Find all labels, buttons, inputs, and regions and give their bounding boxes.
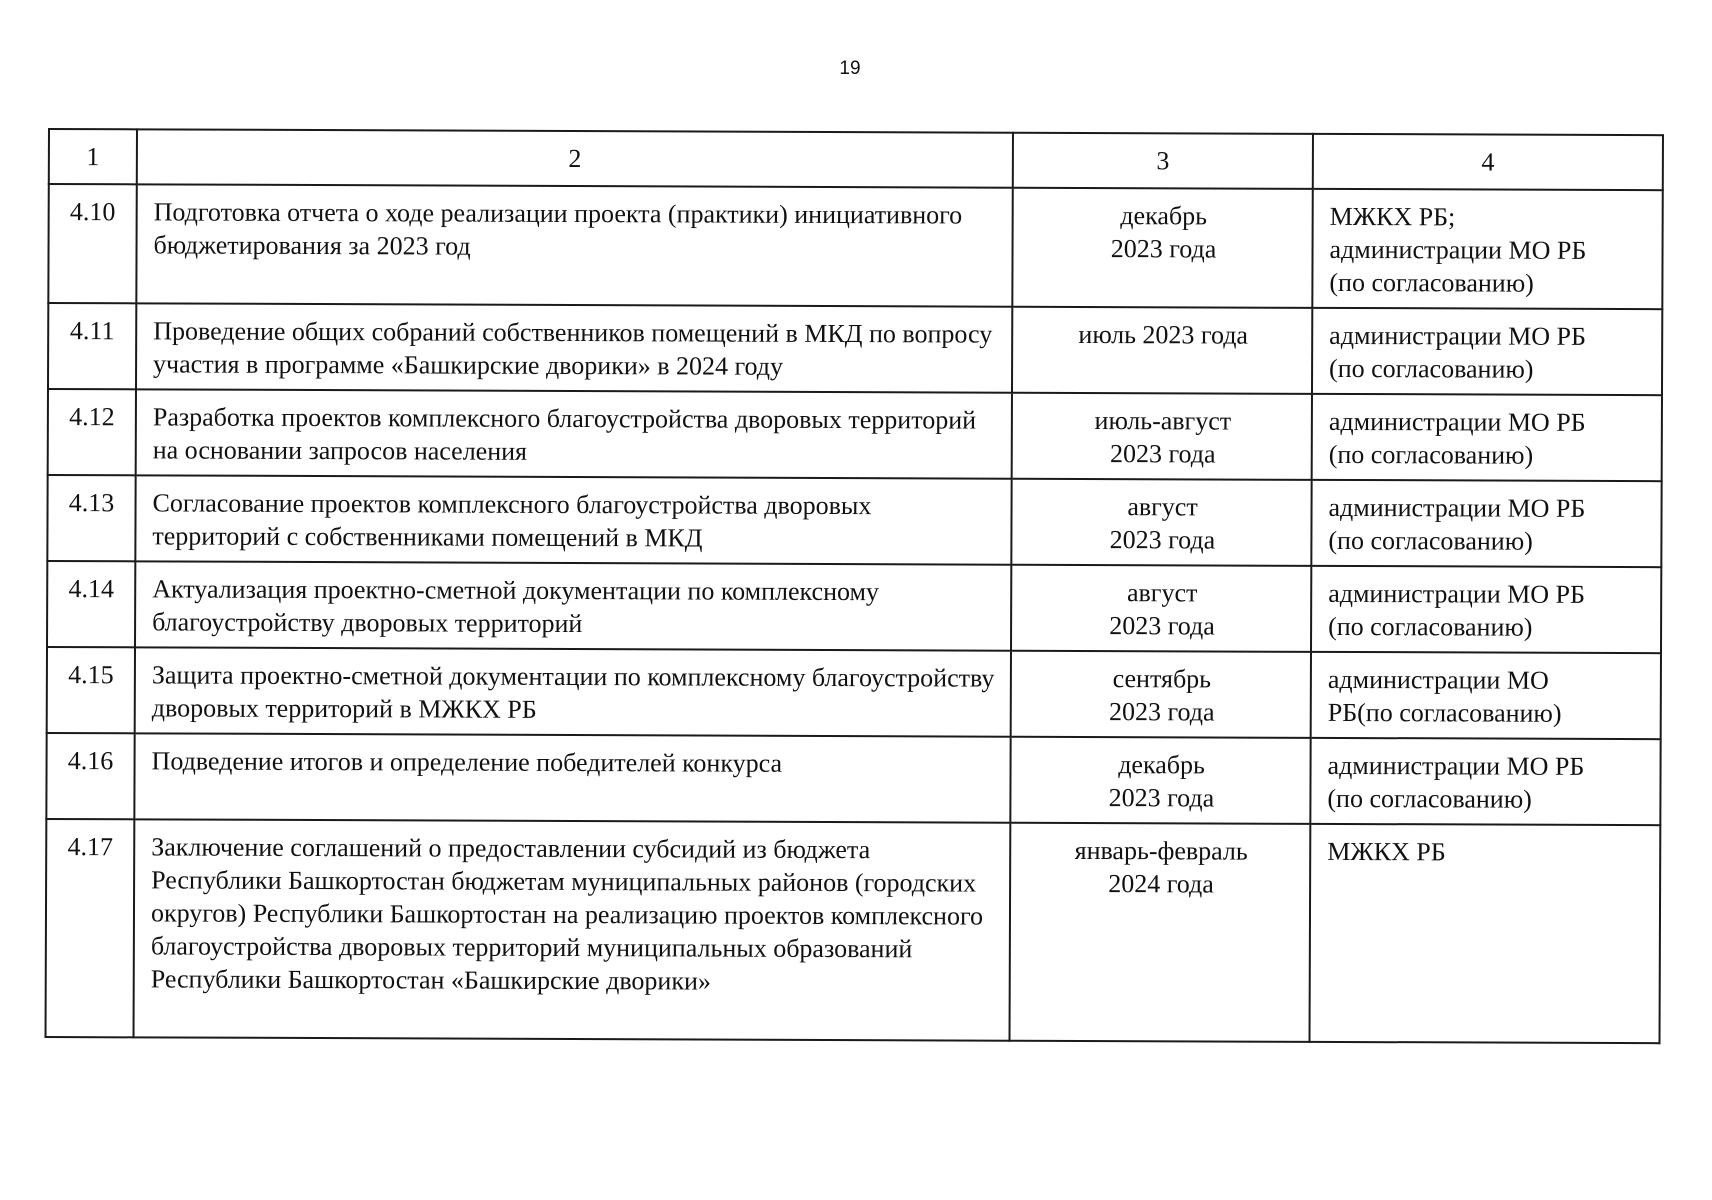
responsible-cell: [1310, 824, 1661, 1043]
column-header-2: 2: [137, 129, 1013, 187]
item-number: 4.12: [48, 389, 136, 475]
task-description: Защита проектно-сметной документации по комплексному благоустройству дворовых территорий в МЖКХ РБ: [135, 647, 1011, 736]
item-number: 4.17: [46, 819, 135, 1037]
action-plan-table: [45, 128, 1664, 1044]
task-description: Разработка проектов комплексного благоустройства дворовых территорий на основании запросов населения: [136, 389, 1012, 478]
period-line: август: [1126, 578, 1198, 608]
period-cell: [1010, 737, 1310, 824]
table-row: [48, 389, 1662, 481]
period-line: 2024 года: [1108, 869, 1214, 899]
responsible-cell: [1312, 189, 1662, 309]
responsible-cell: [1312, 394, 1662, 481]
period-line: сентябрь: [1112, 664, 1212, 694]
responsible-line: (по согласованию): [1328, 611, 1533, 642]
period-cell: [1012, 307, 1312, 394]
item-number: 4.16: [46, 733, 134, 819]
period-cell: [1011, 479, 1311, 566]
responsible-line: (по согласованию): [1328, 525, 1533, 556]
task-description: Проведение общих собраний собственников помещений в МКД по вопросу участия в программе «Башкирские дворики» в 2024 году: [136, 303, 1012, 392]
task-description: Актуализация проектно-сметной документации по комплексному благоустройству дворовых территорий: [135, 561, 1011, 650]
column-header-4: 4: [1313, 134, 1663, 190]
period-cell: [1012, 188, 1312, 308]
item-number: 4.11: [48, 303, 136, 389]
responsible-line: администрации МО РБ: [1328, 492, 1586, 523]
responsible-line: администрации МО: [1327, 664, 1549, 695]
responsible-line: (по согласованию): [1329, 353, 1534, 384]
task-description: Заключение соглашений о предоставлении субсидий из бюджета Республики Башкортостан бюджетам муниципальных районов (городских округов) Республики Башкортостан на реализацию проектов комплексного благоустройства дворовых территорий муниципальных образований Республики Башкортостан «Башкирские дворики»: [134, 819, 1011, 1040]
responsible-line: (по согласованию): [1329, 267, 1534, 298]
period-line: 2023 года: [1110, 234, 1217, 264]
table-row: [47, 475, 1661, 567]
period-line: январь-февраль: [1074, 835, 1248, 866]
column-header-1: 1: [49, 129, 137, 184]
responsible-cell: [1311, 480, 1661, 567]
item-number: 4.10: [48, 184, 136, 303]
responsible-cell: [1311, 566, 1661, 653]
period-line: 2023 года: [1109, 439, 1216, 469]
responsible-cell: [1311, 652, 1661, 739]
period-line: 2023 года: [1108, 783, 1215, 813]
period-cell: [1011, 565, 1311, 652]
table-row: [46, 819, 1661, 1043]
item-number: 4.13: [47, 475, 135, 561]
responsible-cell: [1310, 738, 1660, 825]
responsible-line: МЖКХ РБ;: [1329, 201, 1456, 232]
item-number: 4.15: [47, 647, 135, 733]
item-number: 4.14: [47, 561, 135, 647]
responsible-cell: [1312, 308, 1662, 395]
period-line: декабрь: [1118, 750, 1205, 780]
table-row: [48, 303, 1662, 395]
period-line: 2023 года: [1109, 611, 1215, 641]
period-cell: [1011, 651, 1311, 738]
page-number: 19: [839, 58, 861, 79]
responsible-line: администрации МО РБ: [1328, 578, 1586, 609]
period-cell: [1012, 393, 1312, 480]
period-line: декабрь: [1120, 201, 1208, 231]
responsible-line: РБ(по согласованию): [1327, 697, 1562, 728]
period-line: 2023 года: [1108, 697, 1215, 727]
task-description: Согласование проектов комплексного благоустройства дворовых территорий с собственниками помещений в МКД: [135, 475, 1011, 564]
responsible-line: МЖКХ РБ: [1327, 836, 1446, 867]
period-cell: [1010, 823, 1311, 1042]
period-line: июль-август: [1094, 406, 1232, 436]
period-line: август: [1127, 492, 1198, 522]
table-row: [46, 733, 1660, 825]
table-row: [48, 184, 1662, 309]
period-line: июль 2023 года: [1078, 319, 1249, 350]
responsible-line: администрации МО РБ: [1329, 320, 1587, 351]
responsible-line: администрации МО РБ: [1327, 750, 1585, 781]
task-description: Подведение итогов и определение победителей конкурса: [134, 733, 1010, 822]
table-row: [47, 561, 1661, 653]
period-line: 2023 года: [1109, 525, 1216, 555]
task-description: Подготовка отчета о ходе реализации проекта (практики) инициативного бюджетирования за 2023 год: [136, 184, 1012, 306]
responsible-line: администрации МО РБ: [1329, 234, 1587, 265]
responsible-line: (по согласованию): [1328, 439, 1534, 470]
responsible-line: (по согласованию): [1327, 783, 1532, 814]
responsible-line: администрации МО РБ: [1328, 406, 1586, 437]
table-header-row: [49, 129, 1663, 190]
table-row: [47, 647, 1661, 739]
column-header-3: 3: [1013, 133, 1313, 189]
